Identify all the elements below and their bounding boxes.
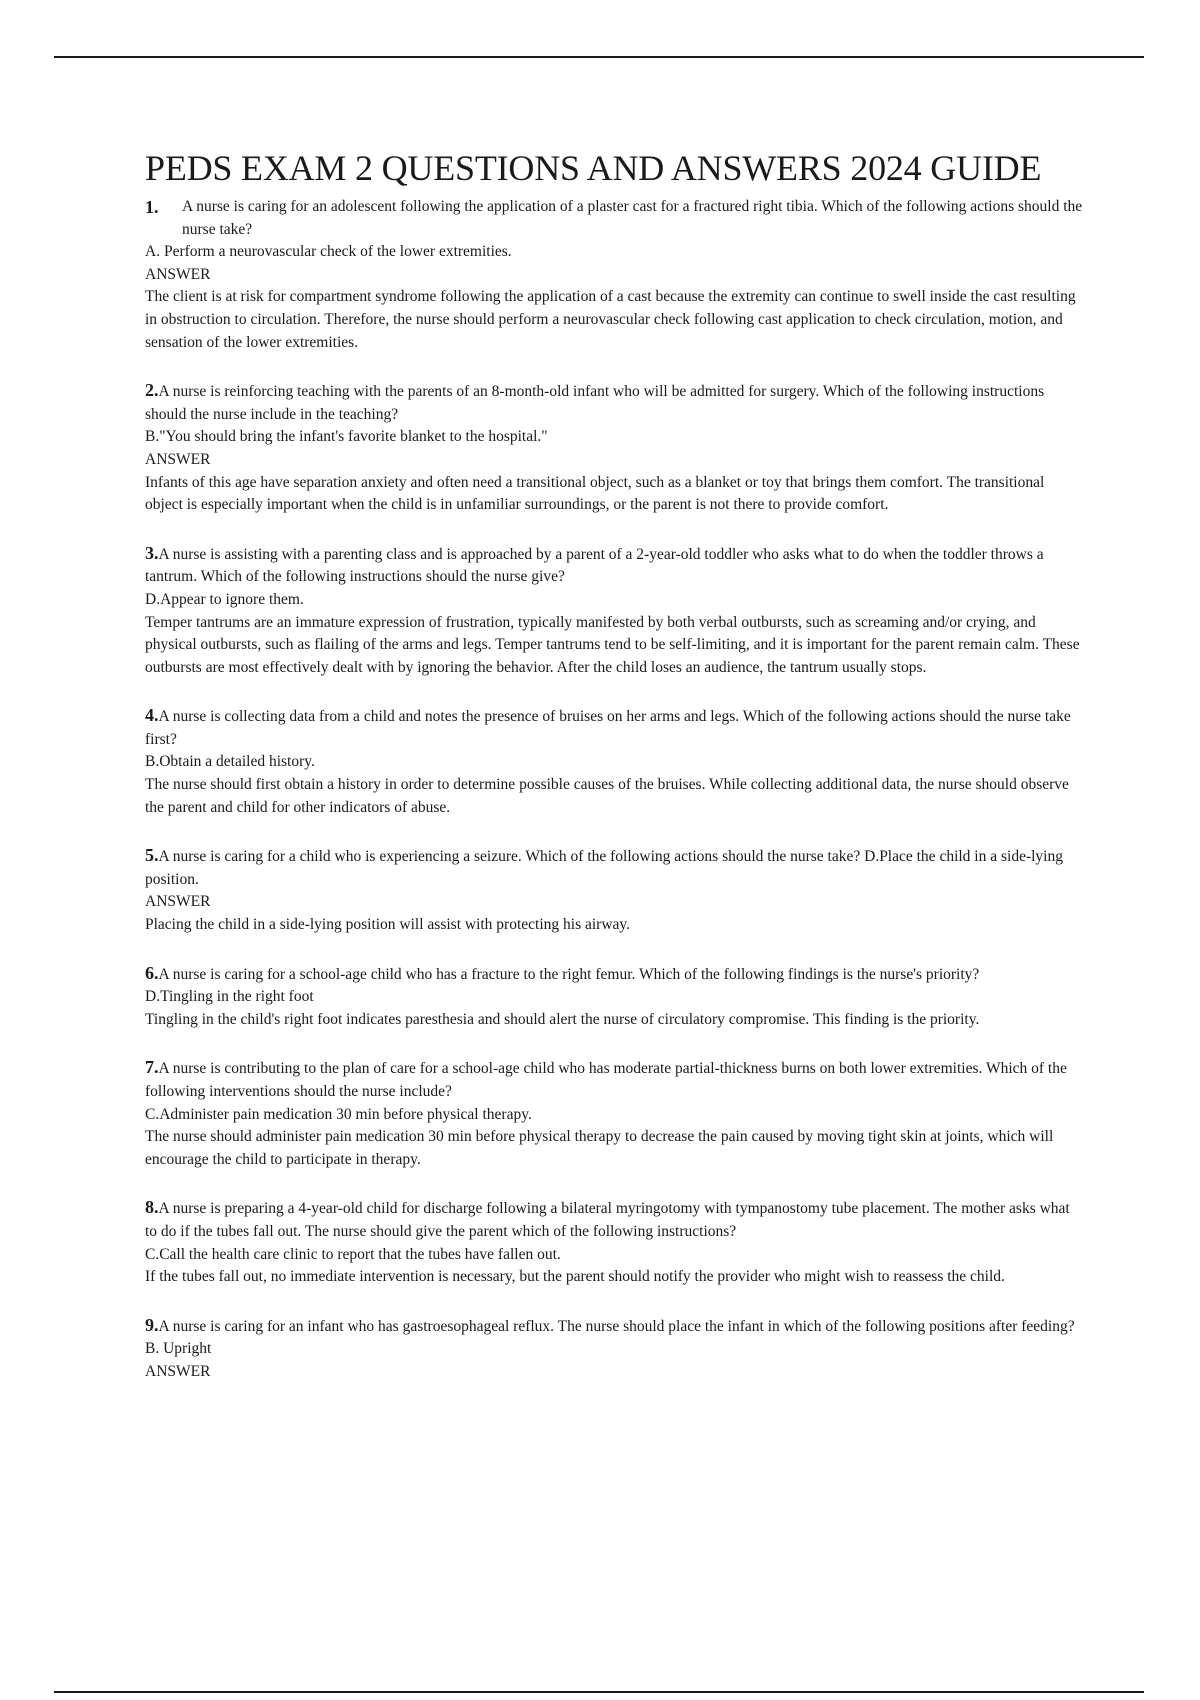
- rationale: Placing the child in a side-lying position will assist with protecting his airway.: [145, 916, 631, 934]
- answer-choice: C.Call the health care clinic to report that the tubes have fallen out.: [145, 1245, 561, 1263]
- answer-label: ANSWER: [145, 893, 211, 911]
- question-text: A nurse is caring for a child who is experiencing a seizure. Which of the following actions should the nurse take? D.Place the child in a side-lying position.: [145, 848, 1063, 888]
- answer-choice: B.Obtain a detailed history.: [145, 753, 315, 771]
- question-7: [145, 1056, 1083, 1171]
- question-text: A nurse is caring for a school-age child who has a fracture to the right femur. Which of the following findings is the nurse's priority?: [158, 965, 980, 983]
- answer-choice: B. Upright: [145, 1340, 212, 1358]
- question-stem: [145, 1314, 1083, 1339]
- question-5: [145, 844, 1083, 936]
- answer-choice: D.Appear to ignore them.: [145, 590, 304, 608]
- question-number: 5.: [145, 845, 159, 866]
- question-number: 3.: [145, 542, 159, 563]
- question-stem: [145, 844, 1083, 891]
- answer-label: ANSWER: [145, 1362, 211, 1380]
- question-number: 8.: [145, 1197, 159, 1218]
- rationale: The client is at risk for compartment syndrome following the application of a cast because the extremity can continue to swell inside the cast resulting in obstruction to circulation. Therefore, the nurse should perform a neurovascular check following cast application to check circulation, motion, and sensation of the lower extremities.: [145, 288, 1076, 351]
- question-text: A nurse is caring for an infant who has gastroesophageal reflux. The nurse should place the infant in which of the following positions after feeding?: [158, 1317, 1075, 1335]
- document-body: [145, 146, 1083, 1409]
- question-3: [145, 542, 1083, 680]
- question-8: [145, 1196, 1083, 1288]
- top-divider: [54, 56, 1144, 58]
- question-number: 9.: [145, 1314, 159, 1335]
- answer-label: ANSWER: [145, 450, 211, 468]
- question-number: 2.: [145, 380, 159, 401]
- answer-choice: B."You should bring the infant's favorite blanket to the hospital.": [145, 428, 548, 446]
- rationale: If the tubes fall out, no immediate intervention is necessary, but the parent should notify the provider who might wish to reassess the child.: [145, 1268, 1005, 1286]
- question-9: [145, 1314, 1083, 1384]
- question-number: 4.: [145, 705, 159, 726]
- question-number: 6.: [145, 962, 159, 983]
- answer-choice: A. Perform a neurovascular check of the lower extremities.: [145, 243, 512, 261]
- bottom-divider: [54, 1691, 1144, 1693]
- question-stem: [145, 704, 1083, 751]
- rationale: The nurse should administer pain medication 30 min before physical therapy to decrease the pain caused by moving tight skin at joints, which will encourage the child to participate in therapy.: [145, 1128, 1054, 1168]
- document-title: PEDS EXAM 2 QUESTIONS AND ANSWERS 2024 GUIDE: [145, 148, 1042, 188]
- question-text: A nurse is collecting data from a child and notes the presence of bruises on her arms and legs. Which of the following actions should the nurse take first?: [145, 708, 1071, 748]
- rationale: Temper tantrums are an immature expression of frustration, typically manifested by both verbal outbursts, such as screaming and/or crying, and physical outbursts, such as flailing of the arms and legs. Temper tantrums tend to be self-limiting, and it is important for the parent remain calm. These outbursts are most effectively dealt with by ignoring the behavior. After the child loses an audience, the tantrum usually stops.: [145, 613, 1080, 676]
- question-stem: [145, 542, 1083, 589]
- question-stem: [145, 1056, 1083, 1103]
- question-number: 1.: [145, 197, 159, 217]
- answer-choice: D.Tingling in the right foot: [145, 988, 314, 1006]
- question-4: [145, 704, 1083, 819]
- question-stem: [145, 962, 1083, 987]
- answer-label: ANSWER: [145, 265, 211, 283]
- question-text: A nurse is reinforcing teaching with the parents of an 8-month-old infant who will be admitted for surgery. Which of the following instructions should the nurse include in the teaching?: [145, 383, 1045, 423]
- question-stem: [145, 379, 1083, 426]
- rationale: Tingling in the child's right foot indicates paresthesia and should alert the nurse of circulatory compromise. This finding is the priority.: [145, 1010, 980, 1028]
- question-text: A nurse is preparing a 4-year-old child for discharge following a bilateral myringotomy with tympanostomy tube placement. The mother asks what to do if the tubes fall out. The nurse should give the parent which of the following instructions?: [145, 1200, 1070, 1240]
- question-1: [145, 196, 1083, 354]
- question-2: [145, 379, 1083, 517]
- answer-choice: C.Administer pain medication 30 min before physical therapy.: [145, 1105, 532, 1123]
- question-text: A nurse is assisting with a parenting class and is approached by a parent of a 2-year-old toddler who asks what to do when the toddler throws a tantrum. Which of the following instructions should the nurse give?: [145, 545, 1044, 586]
- rationale: Infants of this age have separation anxiety and often need a transitional object, such as a blanket or toy that brings them comfort. The transitional object is especially important when the child is in unfamiliar surroundings, or the parent is not there to provide comfort.: [145, 473, 1045, 514]
- question-text: A nurse is caring for an adolescent following the application of a plaster cast for a fractured right tibia. Which of the following actions should the nurse take?: [182, 198, 1083, 238]
- question-number: 7.: [145, 1057, 159, 1078]
- question-text: A nurse is contributing to the plan of care for a school-age child who has moderate partial-thickness burns on both lower extremities. Which of the following interventions should the nurse include?: [145, 1060, 1067, 1100]
- question-stem: [145, 196, 1083, 241]
- question-6: [145, 962, 1083, 1032]
- rationale: The nurse should first obtain a history in order to determine possible causes of the bruises. While collecting additional data, the nurse should observe the parent and child for other indicators of abuse.: [145, 776, 1069, 816]
- question-stem: [145, 1196, 1083, 1243]
